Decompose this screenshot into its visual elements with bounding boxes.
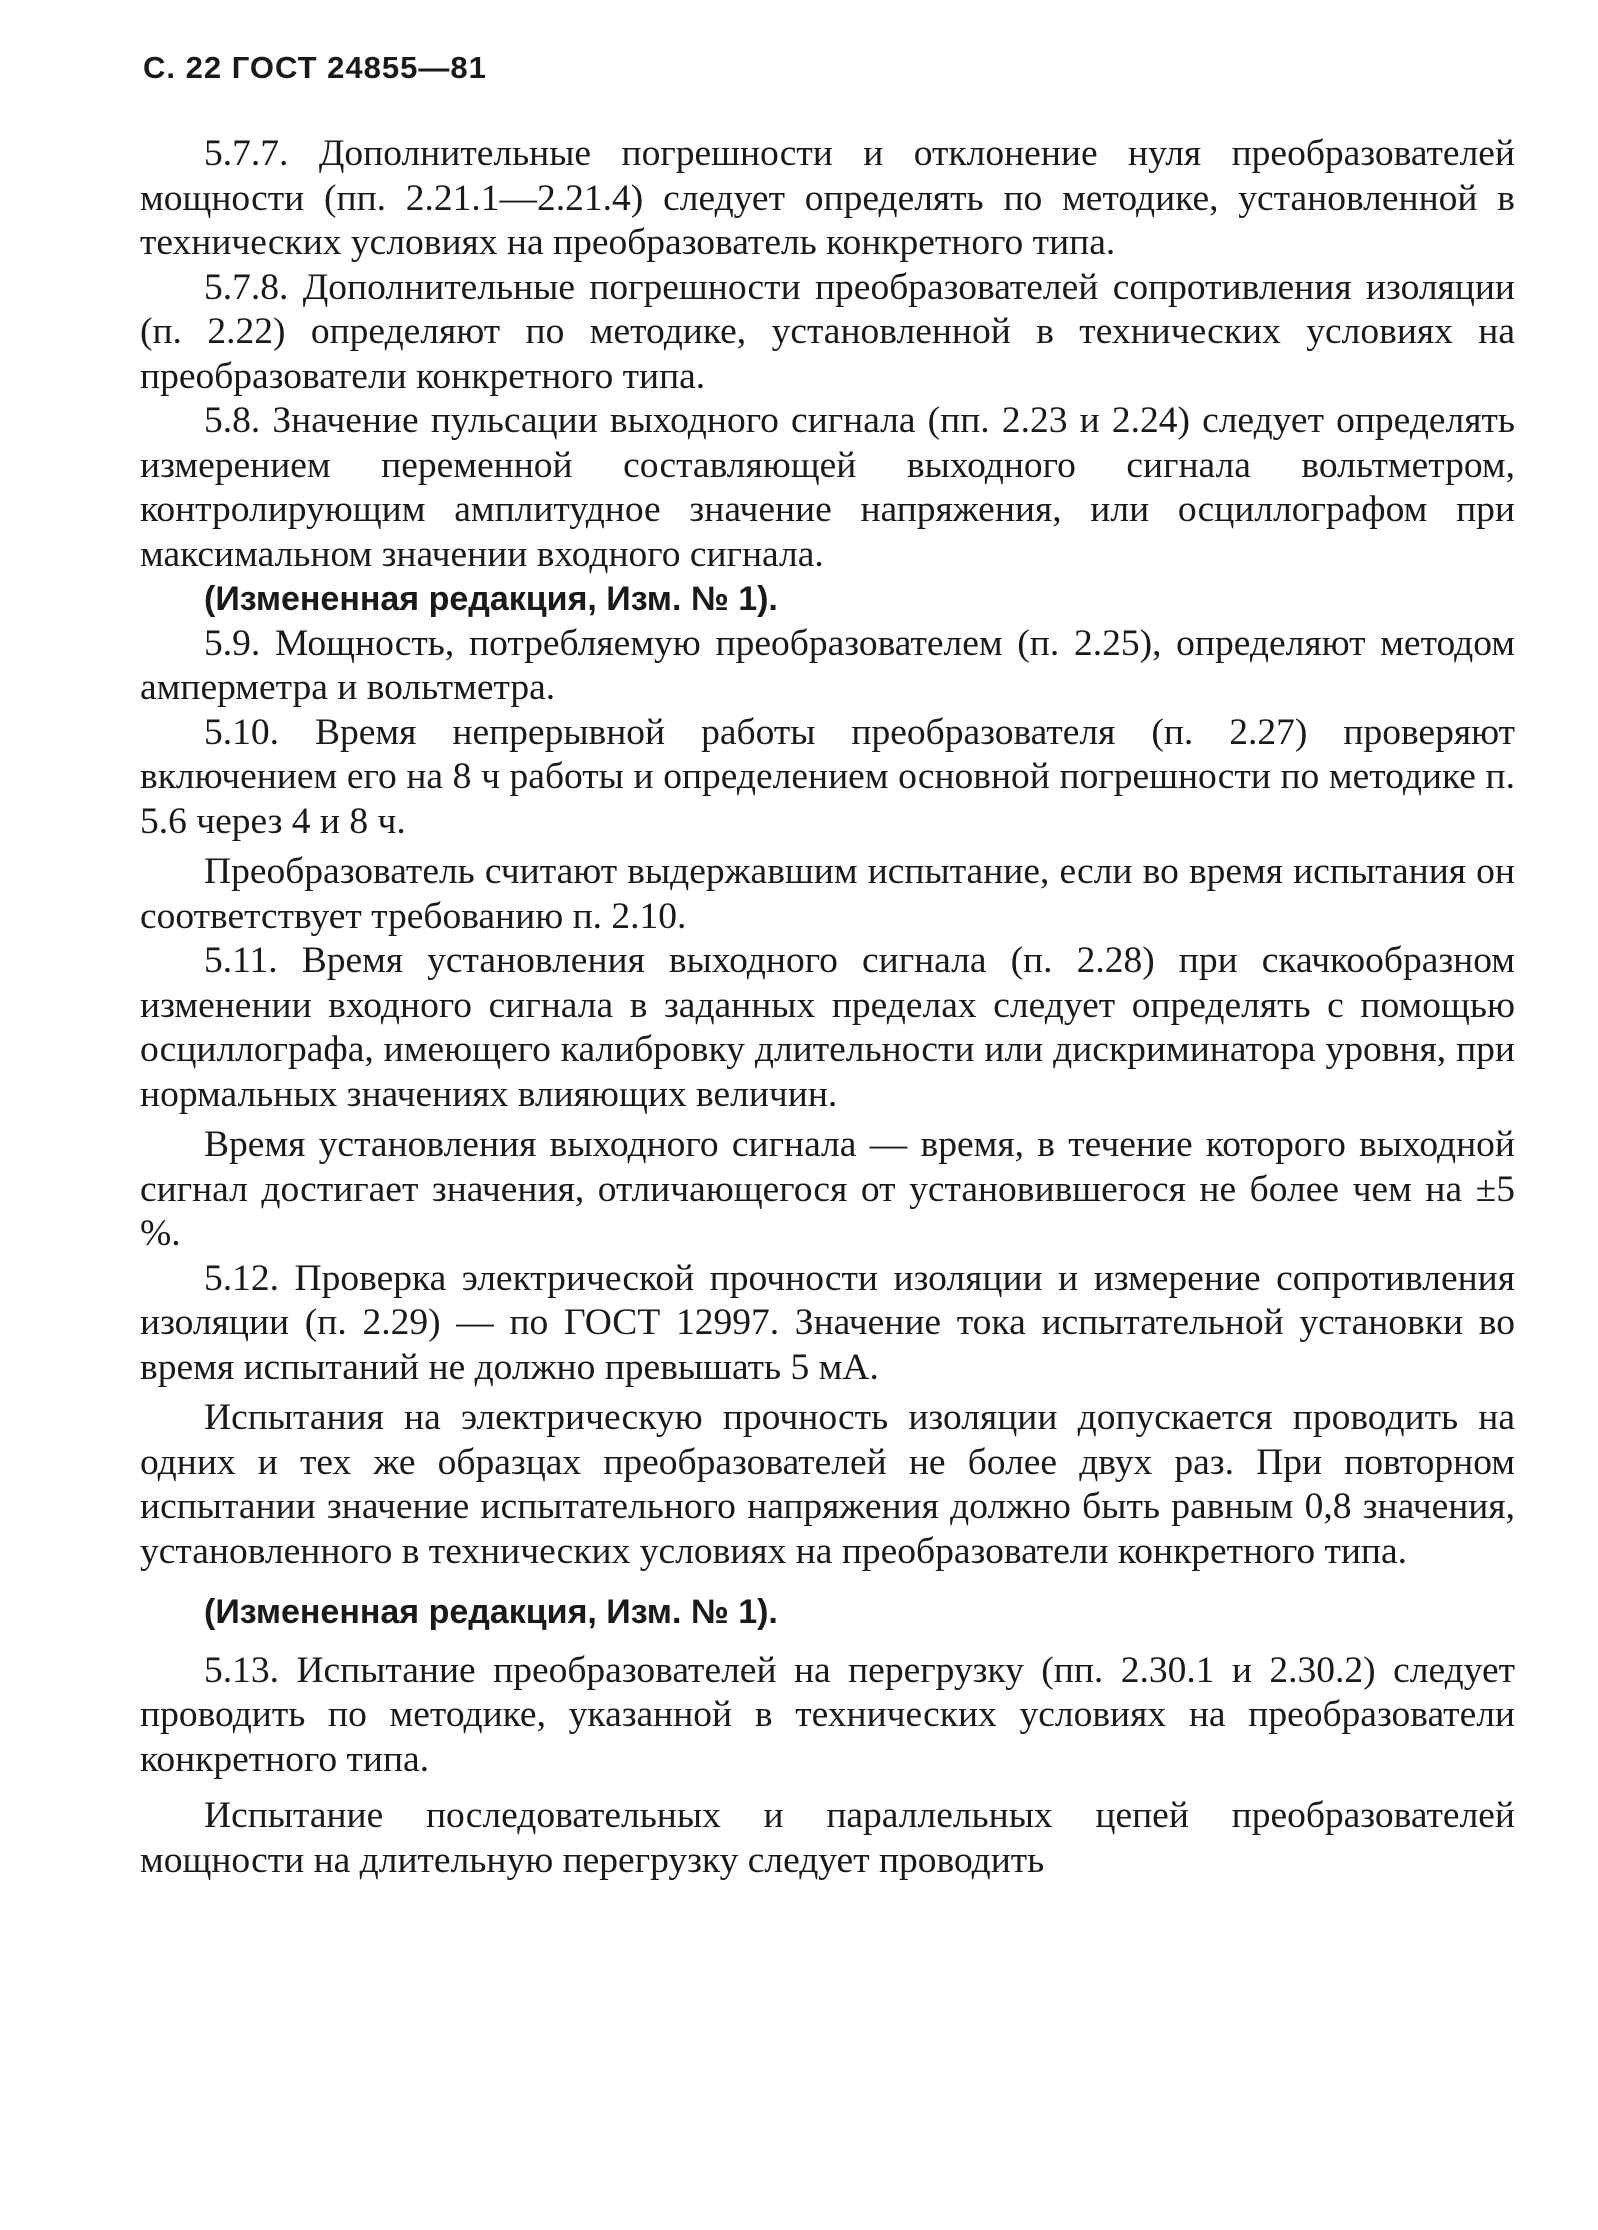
document-page (140, 50, 1515, 1883)
paragraph-5-9: 5.9. Мощность, потребляемую преобразователем (п. 2.25), определяют методом амперметра и вольтметра. (140, 622, 1515, 708)
paragraph-5-10-continuation: Преобразователь считают выдержавшим испытание, если во время испытания он соответствует требованию п. 2.10. (140, 851, 1515, 937)
paragraph-5-8: 5.8. Значение пульсации выходного сигнала (пп. 2.23 и 2.24) следует определять измерением переменной составляющей выходного сигнала вольтметром, контролирующим амплитудное значение напряжения, или осциллографом при максимальном значении входного сигнала. (140, 400, 1515, 575)
amendment-note: (Измененная редакция, Изм. № 1). (204, 580, 778, 618)
page-header: С. 22 ГОСТ 24855—81 (143, 50, 487, 85)
paragraph-5-10: 5.10. Время непрерывной работы преобразователя (п. 2.27) проверяют включением его на 8 ч работы и определением основной погрешности по методике п. 5.6 через 4 и 8 ч. (140, 711, 1515, 842)
paragraph-5-12-continuation: Испытания на электрическую прочность изоляции допускается проводить на одних и тех же образцах преобразователей не более двух раз. При повторном испытании значение испытательного напряжения должно быть равным 0,8 значения, установленного в технических условиях на преобразователи конкретного типа. (140, 1397, 1515, 1572)
amendment-note: (Измененная редакция, Изм. № 1). (204, 1593, 778, 1631)
paragraph-5-13-continuation: Испытание последовательных и параллельных цепей преобразователей мощности на длительную перегрузку следует проводить (140, 1795, 1515, 1881)
paragraph-5-11-continuation: Время установления выходного сигнала — время, в течение которого выходной сигнал достигает значения, отличающегося от установившегося не более чем на ±5 %. (140, 1124, 1515, 1254)
paragraph-5-13: 5.13. Испытание преобразователей на перегрузку (пп. 2.30.1 и 2.30.2) следует проводить по методике, указанной в технических условиях на преобразователи конкретного типа. (140, 1649, 1515, 1780)
paragraph-5-11: 5.11. Время установления выходного сигнала (п. 2.28) при скачкообразном изменении входного сигнала в заданных пределах следует определять с помощью осциллографа, имеющего калибровку длительности или дискриминатора уровня, при нормальных значениях влияющих величин. (140, 940, 1515, 1115)
paragraph-5-7-8: 5.7.8. Дополнительные погрешности преобразователей сопротивления изоляции (п. 2.22) определяют по методике, установленной в технических условиях на преобразователи конкретного типа. (140, 266, 1515, 397)
paragraph-5-7-7: 5.7.7. Дополнительные погрешности и отклонение нуля преобразователей мощности (пп. 2.21.1—2.21.4) следует определять по методике, установленной в технических условиях на преобразователь конкретного типа. (140, 133, 1515, 263)
paragraph-5-12: 5.12. Проверка электрической прочности изоляции и измерение сопротивления изоляции (п. 2.29) — по ГОСТ 12997. Значение тока испытательной установки во время испытаний не должно превышать 5 мА. (140, 1257, 1515, 1388)
